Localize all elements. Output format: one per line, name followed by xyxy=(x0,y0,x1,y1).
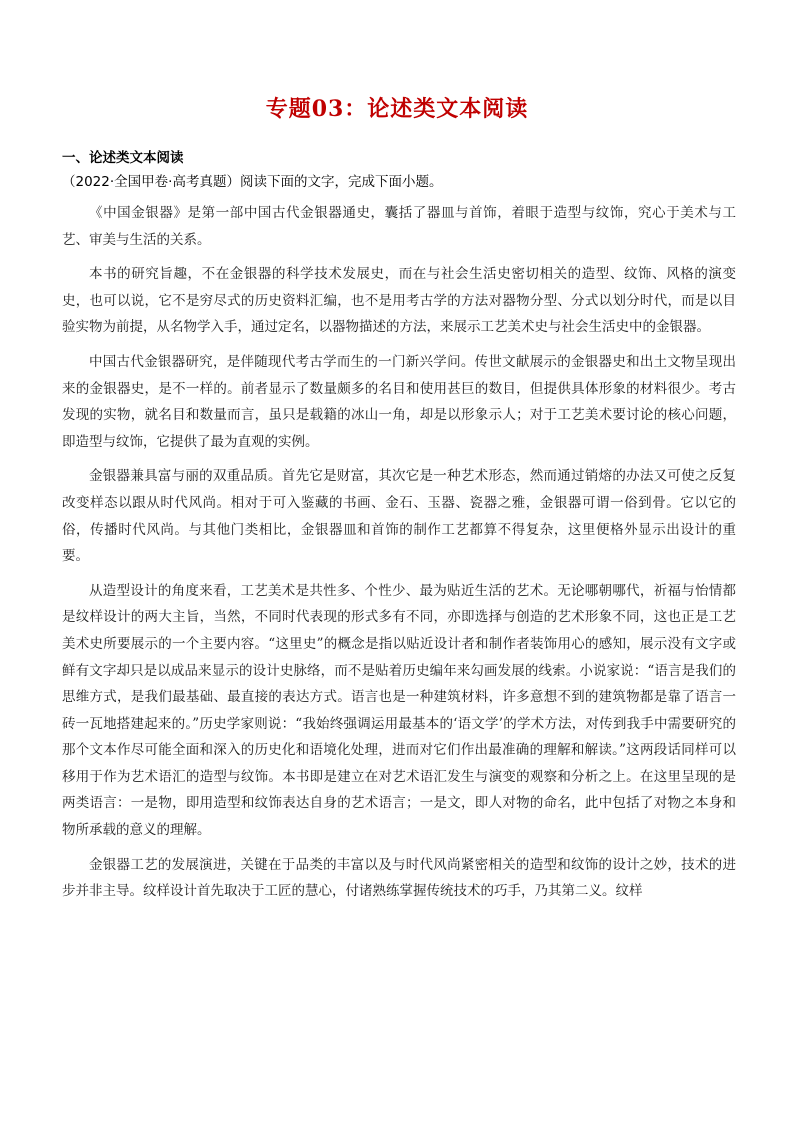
paragraph: 本书的研究旨趣，不在金银器的科学技术发展史，而在与社会生活史密切相关的造型、纹饰、风格的演变史，也可以说，它不是穷尽式的历史资料汇编，也不是用考古学的方法对器物分型、分式以划分时代，而是以目验实物为前提，从名物学入手，通过定名，以器物描述的方法，来展示工艺美术史与社会生活史中的金银器。 xyxy=(62,266,736,336)
paragraph: 从造型设计的角度来看，工艺美术是共性多、个性少、最为贴近生活的艺术。无论哪朝哪代，祈福与怡情都是纹样设计的两大主旨，当然，不同时代表现的形式多有不同，亦即选择与创造的艺术形象不同，这也正是工艺美术史所要展示的一个主要内容。“这里史”的概念是指以贴近设计者和制作者装饰用心的感知，展示没有文字或鲜有文字却只是以成品来显示的设计史脉络，而不是贴着历史编年来勾画发展的线索。小说家说：“语言是我们的思维方式，是我们最基础、最直接的表达方式。语言也是一种建筑材料，许多意想不到的建筑物都是靠了语言一砖一瓦地搭建起来的。”历史学家则说：“我始终强调运用最基本的‘语文学’的学术方法，对传到我手中需要研究的那个文本作尽可能全面和深入的历史化和语境化处理，进而对它们作出最准确的理解和解读。”这两段话同样可以移用于作为艺术语汇的造型与纹饰。本书即是建立在对艺术语汇发生与演变的观察和分析之上。在这里呈现的是两类语言：一是物，即用造型和纹饰表达自身的艺术语言；一是文，即人对物的命名，此中包括了对物之本身和物所承载的意义的理解。 xyxy=(62,582,736,839)
page-title: 专题03：论述类文本阅读 xyxy=(265,96,529,122)
question-source-line: （2022·全国甲卷·高考真题）阅读下面的文字，完成下面小题。 xyxy=(62,174,443,190)
paragraph: 《中国金银器》是第一部中国古代金银器通史，囊括了器皿与首饰，着眼于造型与纹饰，究心于美术与工艺、审美与生活的关系。 xyxy=(62,205,736,248)
paragraph: 金银器工艺的发展演进，关键在于品类的丰富以及与时代风尚紧密相关的造型和纹饰的设计之妙，技术的进步并非主导。纹样设计首先取决于工匠的慧心，付诸熟练掌握传统技术的巧手，乃其第二义。纹样 xyxy=(62,856,736,900)
paragraph: 金银器兼具富与丽的双重品质。首先它是财富，其次它是一种艺术形态，然而通过销熔的办法又可使之反复改变样态以跟从时代风尚。相对于可入鉴藏的书画、金石、玉器、瓷器之雅，金银器可谓一俗到骨。它以它的俗，传播时代风尚。与其他门类相比，金银器皿和首饰的制作工艺都算不得复杂，这里便格外显示出设计的重要。 xyxy=(62,468,736,565)
article-body xyxy=(62,200,736,913)
section-heading: 一、论述类文本阅读 xyxy=(62,150,184,166)
paragraph: 中国古代金银器研究，是伴随现代考古学而生的一门新兴学问。传世文献展示的金银器史和出土文物呈现出来的金银器史，是不一样的。前者显示了数量颇多的名目和使用甚巨的数目，但提供具体形象的材料很少。考古发现的实物，就名目和数量而言，虽只是载籍的冰山一角，却是以形象示人；对于工艺美术要讨论的核心问题，即造型与纹饰，它提供了最为直观的实例。 xyxy=(62,353,736,450)
